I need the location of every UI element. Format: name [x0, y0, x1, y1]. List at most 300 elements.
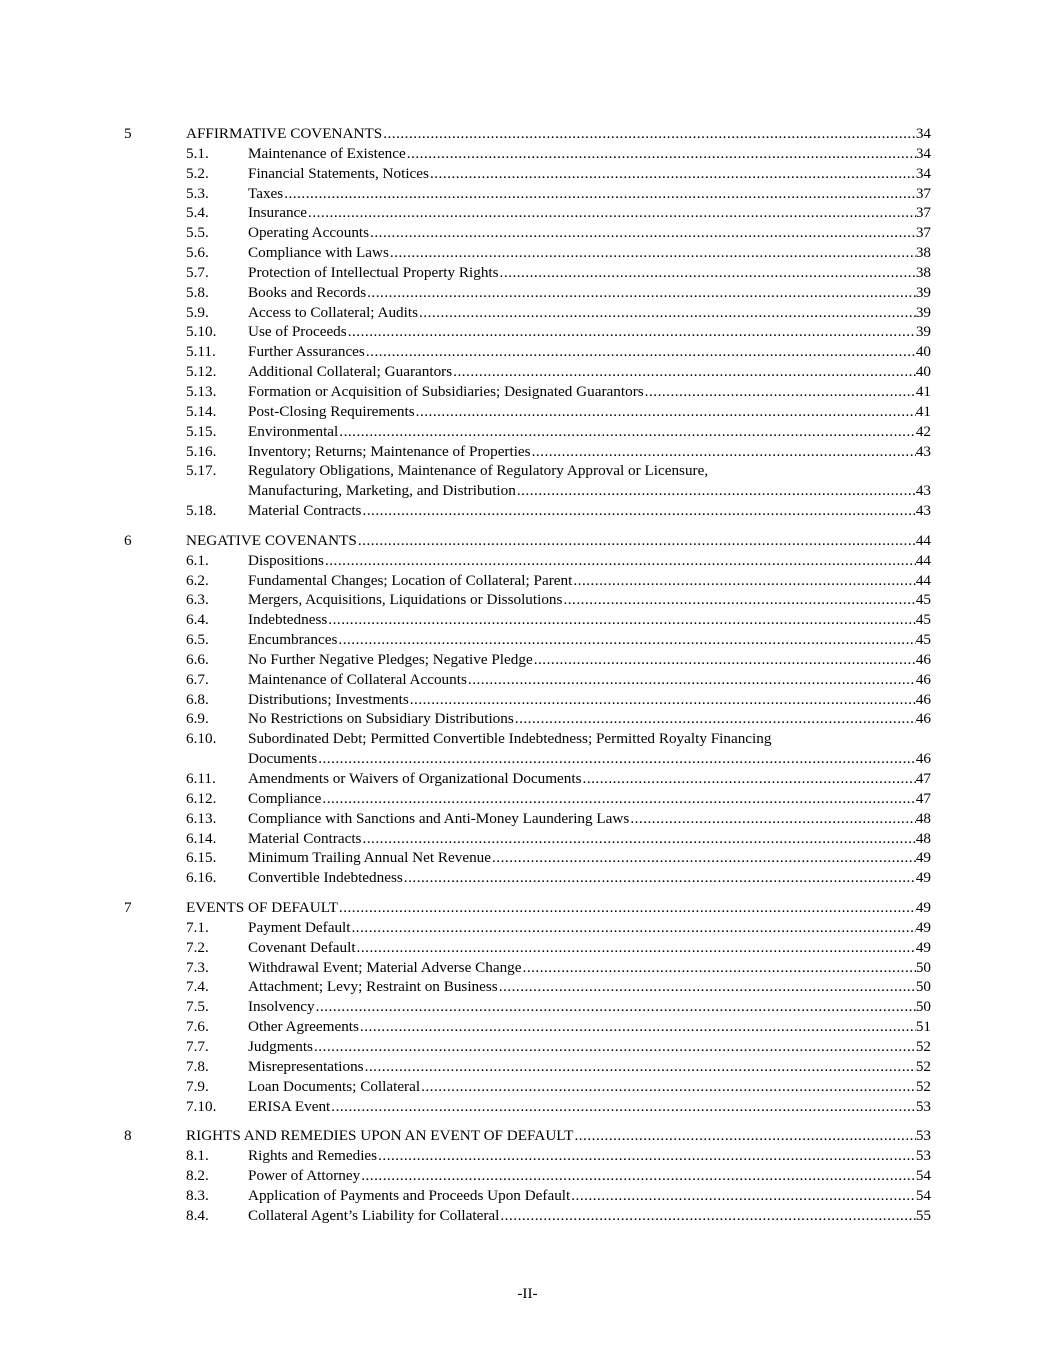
toc-section-row — [0, 789, 1055, 809]
toc-section-row — [0, 1166, 1055, 1186]
dot-leader — [416, 402, 916, 422]
toc-section-number: 6.2. — [186, 571, 209, 589]
toc-entry-link[interactable] — [248, 501, 931, 521]
toc-section-row — [0, 203, 1055, 223]
toc-entry-title: Covenant Default — [248, 938, 356, 956]
toc-section-number: 5.9. — [186, 303, 209, 321]
toc-section-row — [0, 303, 1055, 323]
toc-page-number: 48 — [915, 809, 931, 827]
toc-entry-title: Compliance with Sanctions and Anti-Money Laundering Laws — [248, 809, 630, 827]
toc-section-row — [0, 670, 1055, 690]
toc-entry-link[interactable] — [248, 1077, 931, 1097]
toc-entry-title: Indebtedness — [248, 611, 328, 629]
toc-section-row — [0, 650, 1055, 670]
toc-entry-link[interactable] — [186, 531, 931, 551]
toc-article-number: 7 — [124, 899, 132, 917]
toc-section-number: 5.13. — [186, 382, 217, 400]
toc-section-row — [0, 769, 1055, 789]
toc-page-number: 41 — [915, 382, 931, 400]
toc-section-number: 6.6. — [186, 650, 209, 668]
dot-leader — [421, 1077, 916, 1097]
toc-page-number: 39 — [915, 323, 931, 341]
toc-entry-link[interactable] — [248, 1186, 931, 1206]
toc-page-number: 49 — [915, 918, 931, 936]
toc-section-row — [0, 848, 1055, 868]
toc-entry-link[interactable] — [248, 481, 931, 501]
toc-section-number: 7.2. — [186, 938, 209, 956]
toc-page-number: 52 — [915, 1077, 931, 1095]
dot-leader — [348, 322, 916, 342]
toc-entry-link[interactable] — [248, 322, 931, 342]
toc-page-number: 46 — [915, 690, 931, 708]
toc-entry-title: Access to Collateral; Audits — [248, 303, 418, 321]
toc-section-row — [0, 1186, 1055, 1206]
toc-entry-title: Misrepresentations — [248, 1057, 364, 1075]
toc-entry-title: Loan Documents; Collateral — [248, 1077, 421, 1095]
dot-leader — [430, 164, 916, 184]
toc-entry-title: Use of Proceeds — [248, 323, 347, 341]
toc-page-number: 34 — [915, 125, 931, 142]
toc-section-number: 5.11. — [186, 343, 216, 361]
toc-entry-title: Convertible Indebtedness — [248, 869, 403, 887]
toc-section-number: 6.3. — [186, 591, 209, 609]
toc-entry-link[interactable] — [248, 809, 931, 829]
toc-section-number: 6.5. — [186, 631, 209, 649]
toc-page-number: 37 — [915, 204, 931, 222]
dot-leader — [308, 203, 916, 223]
toc-entry-title: Manufacturing, Marketing, and Distribution — [248, 482, 516, 500]
toc-entry-title: Protection of Intellectual Property Rights — [248, 263, 499, 281]
toc-section-row — [0, 1057, 1055, 1077]
toc-section-number: 6.13. — [186, 809, 217, 827]
toc-entry-link[interactable] — [186, 124, 931, 144]
toc-article-row — [0, 124, 1055, 144]
table-of-contents — [0, 124, 1055, 1226]
toc-section-row — [0, 809, 1055, 829]
toc-entry-link[interactable] — [248, 749, 931, 769]
toc-entry-link[interactable] — [248, 709, 931, 729]
toc-entry-link[interactable] — [248, 1206, 931, 1226]
toc-page-number: 45 — [915, 591, 931, 609]
toc-entry-link[interactable] — [248, 630, 931, 650]
toc-article-number: 5 — [124, 125, 132, 142]
toc-section-number: 7.9. — [186, 1077, 209, 1095]
dot-leader — [517, 481, 916, 501]
toc-page-number: 43 — [915, 502, 931, 520]
toc-section-number: 5.15. — [186, 422, 217, 440]
toc-page-number: 49 — [915, 899, 931, 917]
dot-leader — [370, 223, 916, 243]
toc-section-row — [0, 402, 1055, 422]
dot-leader — [630, 809, 916, 829]
toc-section-number: 6.9. — [186, 710, 209, 728]
toc-entry-link[interactable] — [248, 650, 931, 670]
toc-section-row — [0, 442, 1055, 462]
toc-entry-link[interactable] — [248, 690, 931, 710]
toc-entry-title: Rights and Remedies — [248, 1147, 378, 1165]
toc-page-number: 55 — [915, 1206, 931, 1224]
toc-section-number: 6.7. — [186, 670, 209, 688]
toc-page-number: 39 — [915, 303, 931, 321]
toc-entry-link[interactable] — [248, 551, 931, 571]
dot-leader — [367, 283, 916, 303]
dot-leader — [583, 769, 916, 789]
toc-entry-title: Formation or Acquisition of Subsidiaries; Designated Guarantors — [248, 382, 644, 400]
toc-section-number: 6.11. — [186, 770, 216, 787]
dot-leader — [534, 650, 916, 670]
dot-leader — [645, 382, 916, 402]
toc-page-number: 45 — [915, 631, 931, 649]
toc-section-row — [0, 501, 1055, 521]
toc-page-number: 48 — [915, 829, 931, 847]
dot-leader — [338, 630, 915, 650]
toc-entry-link[interactable] — [248, 769, 931, 789]
dot-leader — [500, 1206, 915, 1226]
toc-entry-title: Inventory; Returns; Maintenance of Properties — [248, 442, 531, 460]
toc-section-number: 5.7. — [186, 263, 209, 281]
toc-entry-title: Compliance with Laws — [248, 244, 389, 262]
toc-page-number: 54 — [915, 1186, 931, 1204]
dot-leader — [314, 1037, 916, 1057]
toc-entry-link[interactable] — [248, 342, 931, 362]
dot-leader — [492, 848, 916, 868]
toc-section-number: 5.16. — [186, 442, 217, 460]
toc-page-number: 38 — [915, 263, 931, 281]
dot-leader — [390, 243, 916, 263]
toc-section-number: 8.1. — [186, 1147, 209, 1165]
dot-leader — [378, 1146, 916, 1166]
toc-page-number: 43 — [915, 482, 931, 500]
dot-leader — [563, 590, 915, 610]
toc-section-row — [0, 1146, 1055, 1166]
toc-entry-link[interactable] — [248, 1037, 931, 1057]
dot-leader — [284, 184, 916, 204]
toc-page-number: 41 — [915, 402, 931, 420]
toc-entry-title-line[interactable]: Subordinated Debt; Permitted Convertible Indebtedness; Permitted Royalty Financing — [248, 730, 772, 748]
toc-section-row — [0, 1206, 1055, 1226]
toc-entry-link[interactable] — [248, 789, 931, 809]
toc-entry-title: Post-Closing Requirements — [248, 402, 415, 420]
toc-section-row — [0, 243, 1055, 263]
toc-entry-title: Attachment; Levy; Restraint on Business — [248, 978, 498, 996]
toc-section-number: 6.14. — [186, 829, 217, 847]
toc-entry-title: Further Assurances — [248, 343, 365, 361]
toc-page-number: 38 — [915, 244, 931, 262]
toc-entry-title: Power of Attorney — [248, 1167, 361, 1185]
toc-entry-link[interactable] — [248, 263, 931, 283]
toc-entry-title: RIGHTS AND REMEDIES UPON AN EVENT OF DEFAULT — [186, 1127, 574, 1145]
toc-entry-title: No Restrictions on Subsidiary Distributions — [248, 710, 514, 728]
toc-entry-title: Financial Statements, Notices — [248, 164, 429, 182]
toc-section-number: 5.8. — [186, 283, 209, 301]
toc-entry-title: No Further Negative Pledges; Negative Pledge — [248, 650, 533, 668]
toc-section-number: 5.4. — [186, 204, 209, 222]
dot-leader — [331, 1097, 916, 1117]
toc-entry-link[interactable] — [248, 977, 931, 997]
toc-entry-link[interactable] — [248, 1017, 931, 1037]
toc-section-row — [0, 551, 1055, 571]
toc-entry-link[interactable] — [248, 848, 931, 868]
dot-leader — [515, 709, 916, 729]
toc-section-number: 7.4. — [186, 978, 209, 996]
toc-page-number: 42 — [915, 422, 931, 440]
toc-entry-link[interactable] — [248, 243, 931, 263]
toc-page-number: 46 — [915, 670, 931, 688]
toc-entry-link[interactable] — [248, 203, 931, 223]
toc-entry-title-line[interactable]: Regulatory Obligations, Maintenance of Regulatory Approval or Licensure, — [248, 462, 709, 480]
toc-section-row — [0, 184, 1055, 204]
toc-page-number: 34 — [915, 164, 931, 182]
toc-entry-link[interactable] — [248, 1097, 931, 1117]
toc-section-row — [0, 382, 1055, 402]
toc-section-number: 6.1. — [186, 551, 209, 569]
toc-article-row — [0, 1126, 1055, 1146]
dot-leader — [453, 362, 916, 382]
dot-leader — [358, 531, 916, 551]
toc-section-row — [0, 958, 1055, 978]
toc-entry-link[interactable] — [248, 382, 931, 402]
toc-entry-title: Material Contracts — [248, 502, 362, 520]
dot-leader — [322, 789, 915, 809]
toc-page-number: 43 — [915, 442, 931, 460]
toc-page-number: 37 — [915, 224, 931, 242]
toc-article-number: 8 — [124, 1127, 132, 1145]
toc-section-row — [0, 342, 1055, 362]
toc-entry-title: Taxes — [248, 184, 284, 202]
toc-entry-link[interactable] — [248, 610, 931, 630]
toc-page-number: 40 — [915, 363, 931, 381]
toc-section-number: 5.18. — [186, 502, 217, 520]
toc-entry-title: Documents — [248, 750, 318, 768]
page-number: -II- — [517, 1285, 538, 1302]
toc-entry-link[interactable] — [248, 958, 931, 978]
dot-leader — [339, 898, 916, 918]
dot-leader — [573, 571, 915, 591]
toc-section-row-continued — [0, 481, 1055, 501]
dot-leader — [404, 868, 916, 888]
dot-leader — [362, 829, 915, 849]
dot-leader — [339, 422, 916, 442]
toc-entry-title: Environmental — [248, 422, 339, 440]
toc-section-row — [0, 829, 1055, 849]
toc-entry-link[interactable] — [248, 997, 931, 1017]
dot-leader — [571, 1186, 916, 1206]
toc-section-row — [0, 422, 1055, 442]
toc-section-row — [0, 690, 1055, 710]
toc-page-number: 37 — [915, 184, 931, 202]
toc-entry-link[interactable] — [248, 1057, 931, 1077]
dot-leader — [468, 670, 916, 690]
toc-page-number: 50 — [915, 958, 931, 976]
toc-entry-link[interactable] — [248, 303, 931, 323]
toc-section-row — [0, 1037, 1055, 1057]
toc-page-number: 49 — [915, 849, 931, 867]
toc-section-row — [0, 164, 1055, 184]
toc-entry-link[interactable] — [248, 1166, 931, 1186]
toc-page-number: 44 — [915, 571, 931, 589]
toc-entry-title: Additional Collateral; Guarantors — [248, 363, 453, 381]
toc-entry-title: Material Contracts — [248, 829, 362, 847]
dot-leader — [410, 690, 916, 710]
dot-leader — [574, 1126, 915, 1146]
toc-entry-link[interactable] — [248, 144, 931, 164]
toc-page-number: 53 — [915, 1097, 931, 1115]
toc-entry-title: EVENTS OF DEFAULT — [186, 899, 338, 917]
toc-section-number: 5.5. — [186, 224, 209, 242]
toc-section-number: 8.4. — [186, 1206, 209, 1224]
dot-leader — [352, 918, 916, 938]
toc-entry-link[interactable] — [248, 1146, 931, 1166]
toc-page-number: 40 — [915, 343, 931, 361]
dot-leader — [325, 551, 916, 571]
toc-section-row — [0, 997, 1055, 1017]
toc-entry-title: Collateral Agent’s Liability for Collateral — [248, 1206, 500, 1224]
toc-section-row — [0, 709, 1055, 729]
toc-section-number: 7.8. — [186, 1057, 209, 1075]
toc-entry-title: AFFIRMATIVE COVENANTS — [186, 125, 383, 142]
toc-entry-title: NEGATIVE COVENANTS — [186, 531, 357, 549]
toc-entry-title: Other Agreements — [248, 1018, 359, 1036]
toc-entry-title: Maintenance of Collateral Accounts — [248, 670, 467, 688]
toc-entry-title: Minimum Trailing Annual Net Revenue — [248, 849, 491, 867]
toc-section-row — [0, 1017, 1055, 1037]
toc-entry-title: Payment Default — [248, 918, 351, 936]
dot-leader — [361, 1166, 916, 1186]
toc-section-number: 7.7. — [186, 1037, 209, 1055]
dot-leader — [523, 958, 916, 978]
toc-section-row-continued — [0, 749, 1055, 769]
toc-entry-link[interactable] — [248, 938, 931, 958]
toc-section-row — [0, 977, 1055, 997]
toc-page-number: 46 — [915, 750, 931, 768]
dot-leader — [532, 442, 916, 462]
toc-page-number: 46 — [915, 650, 931, 668]
toc-section-number: 8.3. — [186, 1186, 209, 1204]
dot-leader — [362, 501, 915, 521]
toc-section-row — [0, 610, 1055, 630]
toc-entry-link[interactable] — [186, 898, 931, 918]
dot-leader — [316, 997, 916, 1017]
toc-page-number: 52 — [915, 1037, 931, 1055]
toc-page-number: 53 — [915, 1127, 931, 1145]
toc-entry-title: Insurance — [248, 204, 308, 222]
dot-leader — [357, 938, 916, 958]
toc-entry-link[interactable] — [248, 829, 931, 849]
dot-leader — [318, 749, 916, 769]
toc-entry-title: Books and Records — [248, 283, 367, 301]
toc-entry-title: Mergers, Acquisitions, Liquidations or Dissolutions — [248, 591, 563, 609]
toc-section-row — [0, 263, 1055, 283]
toc-page-number: 39 — [915, 283, 931, 301]
toc-section-row — [0, 283, 1055, 303]
dot-leader — [328, 610, 916, 630]
dot-leader — [500, 263, 916, 283]
toc-page-number: 44 — [915, 551, 931, 569]
toc-entry-link[interactable] — [248, 184, 931, 204]
toc-page-number: 45 — [915, 611, 931, 629]
toc-section-number: 8.2. — [186, 1167, 209, 1185]
toc-section-number: 6.8. — [186, 690, 209, 708]
toc-section-number: 5.6. — [186, 244, 209, 262]
toc-entry-link[interactable] — [248, 283, 931, 303]
toc-entry-link[interactable] — [248, 868, 931, 888]
toc-section-row — [0, 918, 1055, 938]
toc-section-row — [0, 1097, 1055, 1117]
toc-section-row — [0, 322, 1055, 342]
toc-page-number: 52 — [915, 1057, 931, 1075]
dot-leader — [407, 144, 916, 164]
toc-entry-title: Maintenance of Existence — [248, 144, 406, 162]
toc-article-row — [0, 531, 1055, 551]
toc-entry-title: Withdrawal Event; Material Adverse Change — [248, 958, 522, 976]
toc-section-number: 5.2. — [186, 164, 209, 182]
dot-leader — [366, 342, 916, 362]
toc-section-number: 5.1. — [186, 144, 209, 162]
toc-section-row — [0, 461, 1055, 481]
toc-entry-title: ERISA Event — [248, 1097, 331, 1115]
dot-leader — [360, 1017, 916, 1037]
toc-section-row — [0, 1077, 1055, 1097]
toc-page-number: 47 — [915, 770, 931, 787]
toc-section-row — [0, 590, 1055, 610]
toc-entry-link[interactable] — [248, 590, 931, 610]
dot-leader — [383, 124, 916, 144]
toc-article-row — [0, 898, 1055, 918]
toc-entry-title: Encumbrances — [248, 631, 338, 649]
toc-section-row — [0, 571, 1055, 591]
toc-section-number: 5.17. — [186, 462, 217, 480]
toc-entry-title: Amendments or Waivers of Organizational Documents — [248, 770, 582, 787]
toc-section-row — [0, 144, 1055, 164]
toc-page-number: 54 — [915, 1167, 931, 1185]
toc-section-row — [0, 362, 1055, 382]
dot-leader — [499, 977, 916, 997]
toc-page-number: 44 — [915, 531, 931, 549]
toc-entry-link[interactable] — [248, 670, 931, 690]
toc-entry-title: Insolvency — [248, 998, 315, 1016]
toc-entry-link[interactable] — [248, 422, 931, 442]
toc-page-number: 49 — [915, 938, 931, 956]
toc-entry-link[interactable] — [186, 1126, 931, 1146]
toc-section-row — [0, 630, 1055, 650]
toc-entry-link[interactable] — [248, 362, 931, 382]
toc-entry-title: Dispositions — [248, 551, 324, 569]
toc-entry-link[interactable] — [248, 223, 931, 243]
toc-page-number: 47 — [915, 789, 931, 807]
toc-entry-link[interactable] — [248, 402, 931, 422]
toc-entry-link[interactable] — [248, 571, 931, 591]
toc-page-number: 34 — [915, 144, 931, 162]
toc-section-number: 7.6. — [186, 1018, 209, 1036]
toc-section-number: 7.1. — [186, 918, 209, 936]
toc-entry-link[interactable] — [248, 164, 931, 184]
toc-page-number: 50 — [915, 998, 931, 1016]
toc-section-number: 5.10. — [186, 323, 217, 341]
toc-section-row — [0, 729, 1055, 749]
toc-page-number: 50 — [915, 978, 931, 996]
toc-section-number: 6.4. — [186, 611, 209, 629]
toc-entry-title: Judgments — [248, 1037, 313, 1055]
toc-page-number: 46 — [915, 710, 931, 728]
toc-entry-link[interactable] — [248, 918, 931, 938]
toc-section-number: 6.15. — [186, 849, 217, 867]
toc-entry-link[interactable] — [248, 442, 931, 462]
toc-entry-title: Compliance — [248, 789, 322, 807]
toc-section-number: 6.12. — [186, 789, 217, 807]
toc-entry-title: Application of Payments and Proceeds Upon Default — [248, 1186, 571, 1204]
toc-page-number: 51 — [915, 1018, 931, 1036]
toc-entry-title: Operating Accounts — [248, 224, 370, 242]
